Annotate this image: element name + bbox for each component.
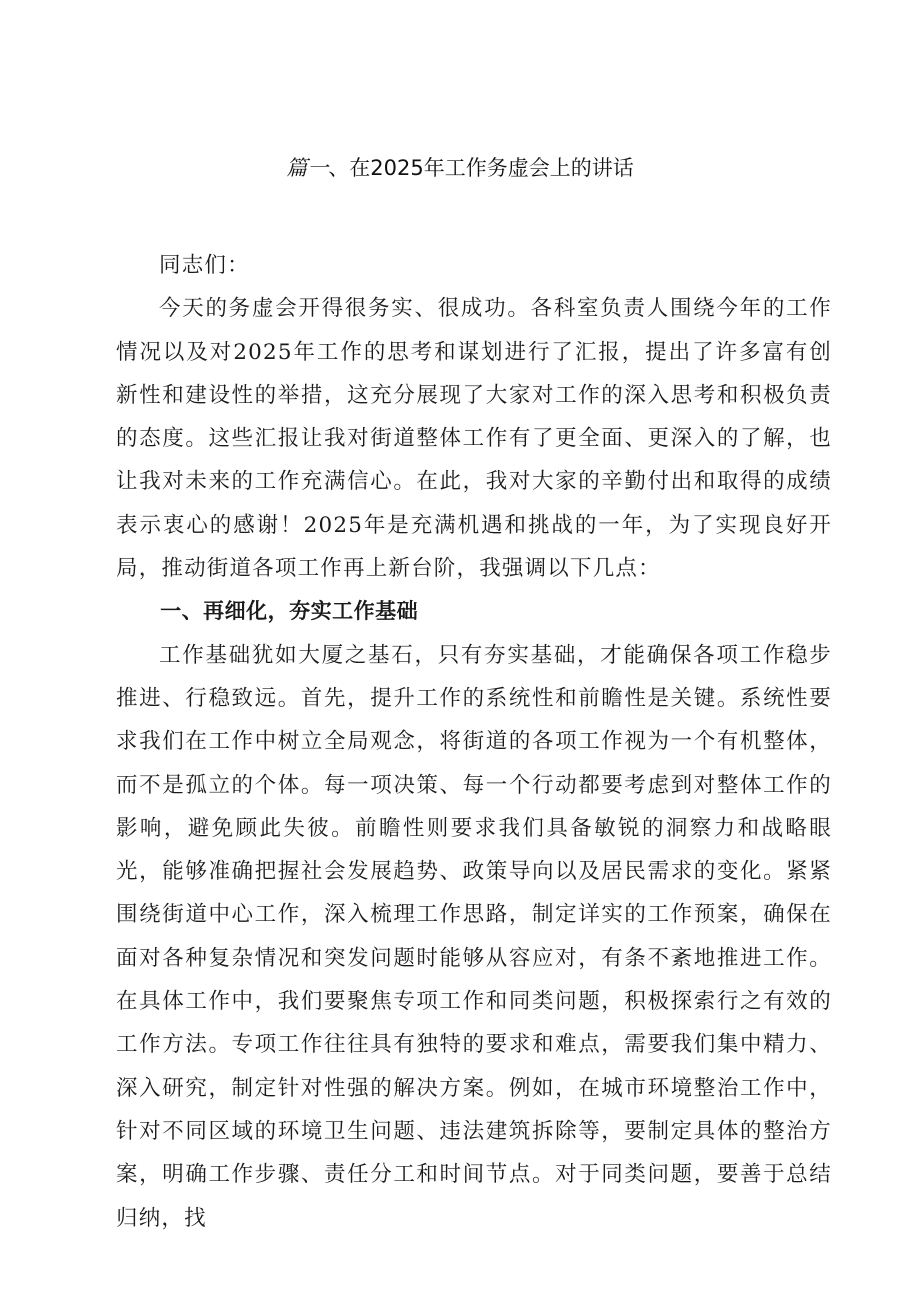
intro-paragraph: 今天的务虚会开得很务实、很成功。各科室负责人围绕今年的工作情况以及对2025年工作的思考和谋划进行了汇报，提出了许多富有创新性和建设性的举措，这充分展现了大家对工作的深入思考和积极负责的态度。这些汇报让我对街道整体工作有了更全面、更深入的了解，也让我对未来的工作充满信心。在此，我对大家的辛勤付出和取得的成绩表示衷心的感谢！2025年是充满机遇和挑战的一年，为了实现良好开局，推动街道各项工作再上新台阶，我强调以下几点： [116, 296, 832, 582]
section-paragraph: 工作基础犹如大厦之基石，只有夯实基础，才能确保各项工作稳步推进、行稳致远。首先，提升工作的系统性和前瞻性是关键。系统性要求我们在工作中树立全局观念，将街道的各项工作视为一个有机整体，而不是孤立的个体。每一项决策、每一个行动都要考虑到对整体工作的影响，避免顾此失彼。前瞻性则要求我们具备敏锐的洞察力和战略眼光，能够准确把握社会发展趋势、政策导向以及居民需求的变化。紧紧围绕街道中心工作，深入梳理工作思路，制定详实的工作预案，确保在面对各种复杂情况和突发问题时能够从容应对，有条不紊地推进工作。在具体工作中，我们要聚焦专项工作和同类问题，积极探索行之有效的工作方法。专项工作往往具有独特的要求和难点，需要我们集中精力、深入研究，制定针对性强的解决方案。例如，在城市环境整治工作中，针对不同区域的环境卫生问题、违法建筑拆除等，要制定具体的整治方案，明确工作步骤、责任分工和时间节点。对于同类问题，要善于总结归纳，找 [116, 642, 832, 1231]
title-prefix: 篇一 [286, 156, 329, 180]
section-heading: 一、再细化，夯实工作基础 [160, 599, 419, 624]
title-text: 、在2025年工作务虚会上的讲话 [328, 156, 634, 180]
salutation: 同志们： [159, 253, 250, 278]
document-title [0, 152, 920, 182]
document-body [116, 244, 832, 1240]
